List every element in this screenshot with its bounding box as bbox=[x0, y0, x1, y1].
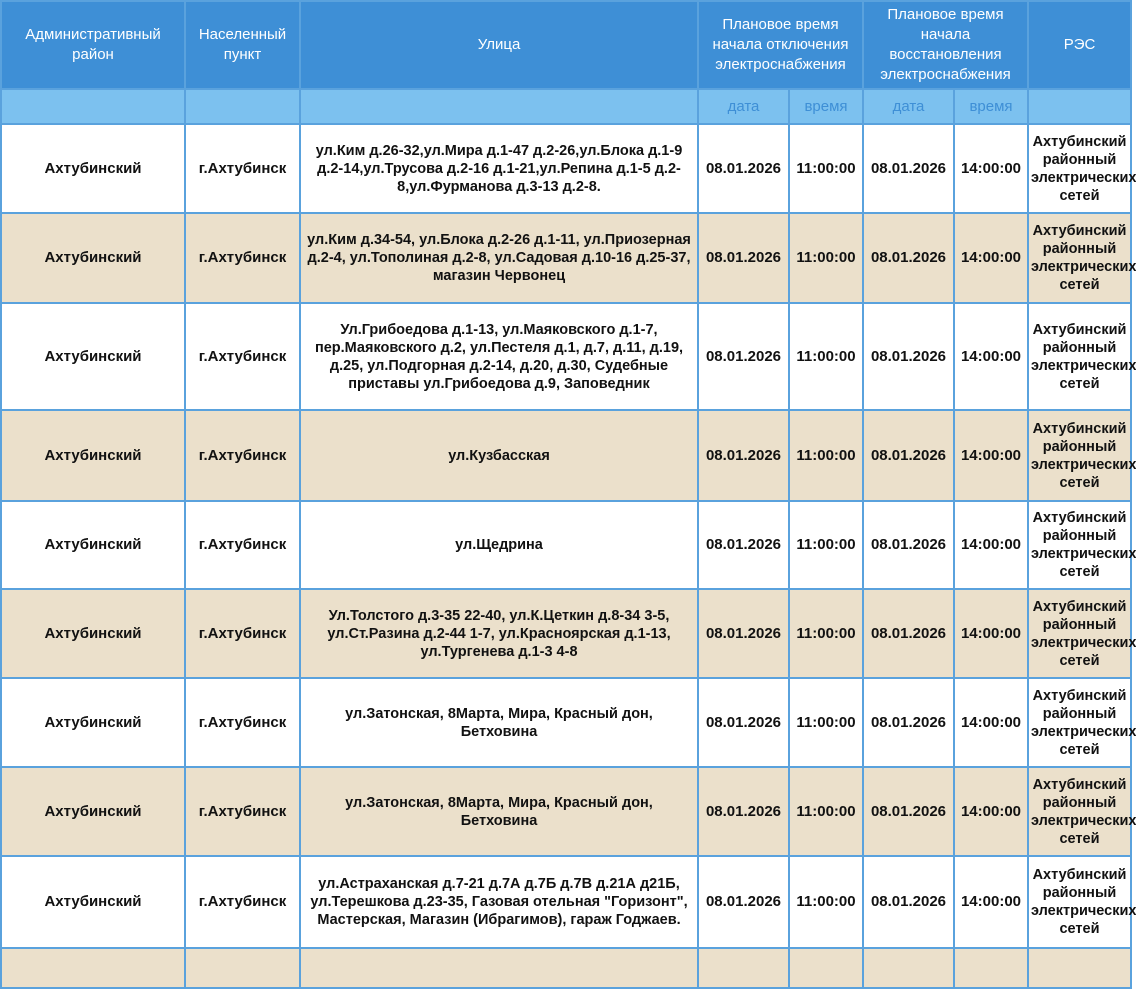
cell-res: Ахтубинский районный электрических сетей bbox=[1028, 213, 1131, 303]
cell-on-date: 08.01.2026 bbox=[863, 589, 954, 678]
cell-on-hour: 14:00:00 bbox=[954, 501, 1028, 589]
table-row bbox=[1, 303, 1131, 410]
cell-off-date bbox=[698, 948, 789, 988]
cell-locality: г.Ахтубинск bbox=[185, 856, 300, 948]
subheader-on-hour: время bbox=[954, 89, 1028, 124]
cell-street: ул.Ким д.26-32,ул.Мира д.1-47 д.2-26,ул.Блока д.1-9 д.2-14,ул.Трусова д.2-16 д.1-21,ул.Репина д.1-5 д.2-8,ул.Фурманова д.3-13 д.2-8. bbox=[300, 124, 698, 213]
cell-on-hour: 14:00:00 bbox=[954, 589, 1028, 678]
cell-res: Ахтубинский районный электрических сетей bbox=[1028, 767, 1131, 856]
cell-locality: г.Ахтубинск bbox=[185, 124, 300, 213]
cell-on-date: 08.01.2026 bbox=[863, 678, 954, 767]
cell-street: ул.Кузбасская bbox=[300, 410, 698, 501]
cell-off-hour: 11:00:00 bbox=[789, 589, 863, 678]
cell-res: Ахтубинский районный электрических сетей bbox=[1028, 303, 1131, 410]
cell-res: Ахтубинский районный электрических сетей bbox=[1028, 501, 1131, 589]
table-row bbox=[1, 856, 1131, 948]
cell-on-hour: 14:00:00 bbox=[954, 124, 1028, 213]
cell-off-date: 08.01.2026 bbox=[698, 303, 789, 410]
cell-off-hour: 11:00:00 bbox=[789, 767, 863, 856]
cell-on-hour: 14:00:00 bbox=[954, 767, 1028, 856]
cell-street: Ул.Грибоедова д.1-13, ул.Маяковского д.1-7, пер.Маяковского д.2, ул.Пестеля д.1, д.7, д.11, д.19, д.25, ул.Подгорная д.2-14, д.20, д.30, Судебные приставы ул.Грибоедова д.9, Заповедник bbox=[300, 303, 698, 410]
cell-locality: г.Ахтубинск bbox=[185, 589, 300, 678]
cell-district: Ахтубинский bbox=[1, 213, 185, 303]
header-street: Улица bbox=[300, 1, 698, 89]
cell-off-date: 08.01.2026 bbox=[698, 767, 789, 856]
cell-locality: г.Ахтубинск bbox=[185, 678, 300, 767]
table-row bbox=[1, 410, 1131, 501]
header-locality: Населенный пункт bbox=[185, 1, 300, 89]
cell-on-date: 08.01.2026 bbox=[863, 213, 954, 303]
cell-street: Ул.Толстого д.3-35 22-40, ул.К.Цеткин д.8-34 3-5, ул.Ст.Разина д.2-44 1-7, ул.Красноярская д.1-13, ул.Тургенева д.1-3 4-8 bbox=[300, 589, 698, 678]
subheader-empty bbox=[300, 89, 698, 124]
cell-district: Ахтубинский bbox=[1, 589, 185, 678]
cell-locality bbox=[185, 948, 300, 988]
cell-district: Ахтубинский bbox=[1, 303, 185, 410]
cell-locality: г.Ахтубинск bbox=[185, 303, 300, 410]
cell-district bbox=[1, 948, 185, 988]
cell-off-date: 08.01.2026 bbox=[698, 410, 789, 501]
subheader-off-date: дата bbox=[698, 89, 789, 124]
table-row bbox=[1, 589, 1131, 678]
header-on-time: Плановое время начала восстановления электроснабжения bbox=[863, 1, 1028, 89]
cell-off-hour: 11:00:00 bbox=[789, 213, 863, 303]
cell-locality: г.Ахтубинск bbox=[185, 501, 300, 589]
cell-off-date: 08.01.2026 bbox=[698, 124, 789, 213]
cell-street: ул.Затонская, 8Марта, Мира, Красный дон, Бетховина bbox=[300, 767, 698, 856]
cell-off-date: 08.01.2026 bbox=[698, 856, 789, 948]
subheader-on-date: дата bbox=[863, 89, 954, 124]
cell-off-date: 08.01.2026 bbox=[698, 678, 789, 767]
table-row bbox=[1, 678, 1131, 767]
cell-street: ул.Щедрина bbox=[300, 501, 698, 589]
table-row bbox=[1, 213, 1131, 303]
cell-off-hour: 11:00:00 bbox=[789, 501, 863, 589]
cell-on-date: 08.01.2026 bbox=[863, 767, 954, 856]
cell-off-date: 08.01.2026 bbox=[698, 501, 789, 589]
cell-off-hour: 11:00:00 bbox=[789, 678, 863, 767]
header-res: РЭС bbox=[1028, 1, 1131, 89]
cell-on-hour: 14:00:00 bbox=[954, 303, 1028, 410]
cell-on-hour: 14:00:00 bbox=[954, 410, 1028, 501]
cell-off-date: 08.01.2026 bbox=[698, 589, 789, 678]
cell-res bbox=[1028, 948, 1131, 988]
cell-on-hour: 14:00:00 bbox=[954, 678, 1028, 767]
cell-on-date: 08.01.2026 bbox=[863, 410, 954, 501]
cell-res: Ахтубинский районный электрических сетей bbox=[1028, 856, 1131, 948]
cell-district: Ахтубинский bbox=[1, 678, 185, 767]
cell-off-date: 08.01.2026 bbox=[698, 213, 789, 303]
cell-on-date: 08.01.2026 bbox=[863, 856, 954, 948]
cell-street: ул.Затонская, 8Марта, Мира, Красный дон, Бетховина bbox=[300, 678, 698, 767]
table-row bbox=[1, 124, 1131, 213]
cell-res: Ахтубинский районный электрических сетей bbox=[1028, 410, 1131, 501]
cell-district: Ахтубинский bbox=[1, 767, 185, 856]
cell-district: Ахтубинский bbox=[1, 410, 185, 501]
cell-on-hour bbox=[954, 948, 1028, 988]
cell-locality: г.Ахтубинск bbox=[185, 767, 300, 856]
cell-off-hour: 11:00:00 bbox=[789, 856, 863, 948]
subheader-off-hour: время bbox=[789, 89, 863, 124]
cell-locality: г.Ахтубинск bbox=[185, 213, 300, 303]
cell-res: Ахтубинский районный электрических сетей bbox=[1028, 589, 1131, 678]
cell-street: ул.Астраханская д.7-21 д.7А д.7Б д.7В д.21А д21Б, ул.Терешкова д.23-35, Газовая отельная "Горизонт", Мастерская, Магазин (Ибрагимов), гараж Годжаев. bbox=[300, 856, 698, 948]
cell-district: Ахтубинский bbox=[1, 501, 185, 589]
cell-on-date bbox=[863, 948, 954, 988]
cell-on-hour: 14:00:00 bbox=[954, 213, 1028, 303]
cell-on-date: 08.01.2026 bbox=[863, 303, 954, 410]
cell-res: Ахтубинский районный электрических сетей bbox=[1028, 678, 1131, 767]
cell-district: Ахтубинский bbox=[1, 856, 185, 948]
cell-on-hour: 14:00:00 bbox=[954, 856, 1028, 948]
cell-district: Ахтубинский bbox=[1, 124, 185, 213]
cell-res: Ахтубинский районный электрических сетей bbox=[1028, 124, 1131, 213]
cell-street: ул.Ким д.34-54, ул.Блока д.2-26 д.1-11, ул.Приозерная д.2-4, ул.Тополиная д.2-8, ул.Садовая д.10-16 д.25-37, магазин Червонец bbox=[300, 213, 698, 303]
subheader-empty bbox=[185, 89, 300, 124]
subheader-row bbox=[1, 89, 1131, 124]
cell-street bbox=[300, 948, 698, 988]
cell-off-hour: 11:00:00 bbox=[789, 124, 863, 213]
header-off-time: Плановое время начала отключения электроснабжения bbox=[698, 1, 863, 89]
header-district: Административный район bbox=[1, 1, 185, 89]
table-row bbox=[1, 948, 1131, 988]
subheader-empty bbox=[1, 89, 185, 124]
cell-off-hour: 11:00:00 bbox=[789, 303, 863, 410]
table-row bbox=[1, 767, 1131, 856]
cell-off-hour: 11:00:00 bbox=[789, 410, 863, 501]
cell-on-date: 08.01.2026 bbox=[863, 501, 954, 589]
cell-locality: г.Ахтубинск bbox=[185, 410, 300, 501]
cell-on-date: 08.01.2026 bbox=[863, 124, 954, 213]
cell-off-hour bbox=[789, 948, 863, 988]
header-row bbox=[1, 1, 1131, 89]
table-row bbox=[1, 501, 1131, 589]
subheader-empty bbox=[1028, 89, 1131, 124]
